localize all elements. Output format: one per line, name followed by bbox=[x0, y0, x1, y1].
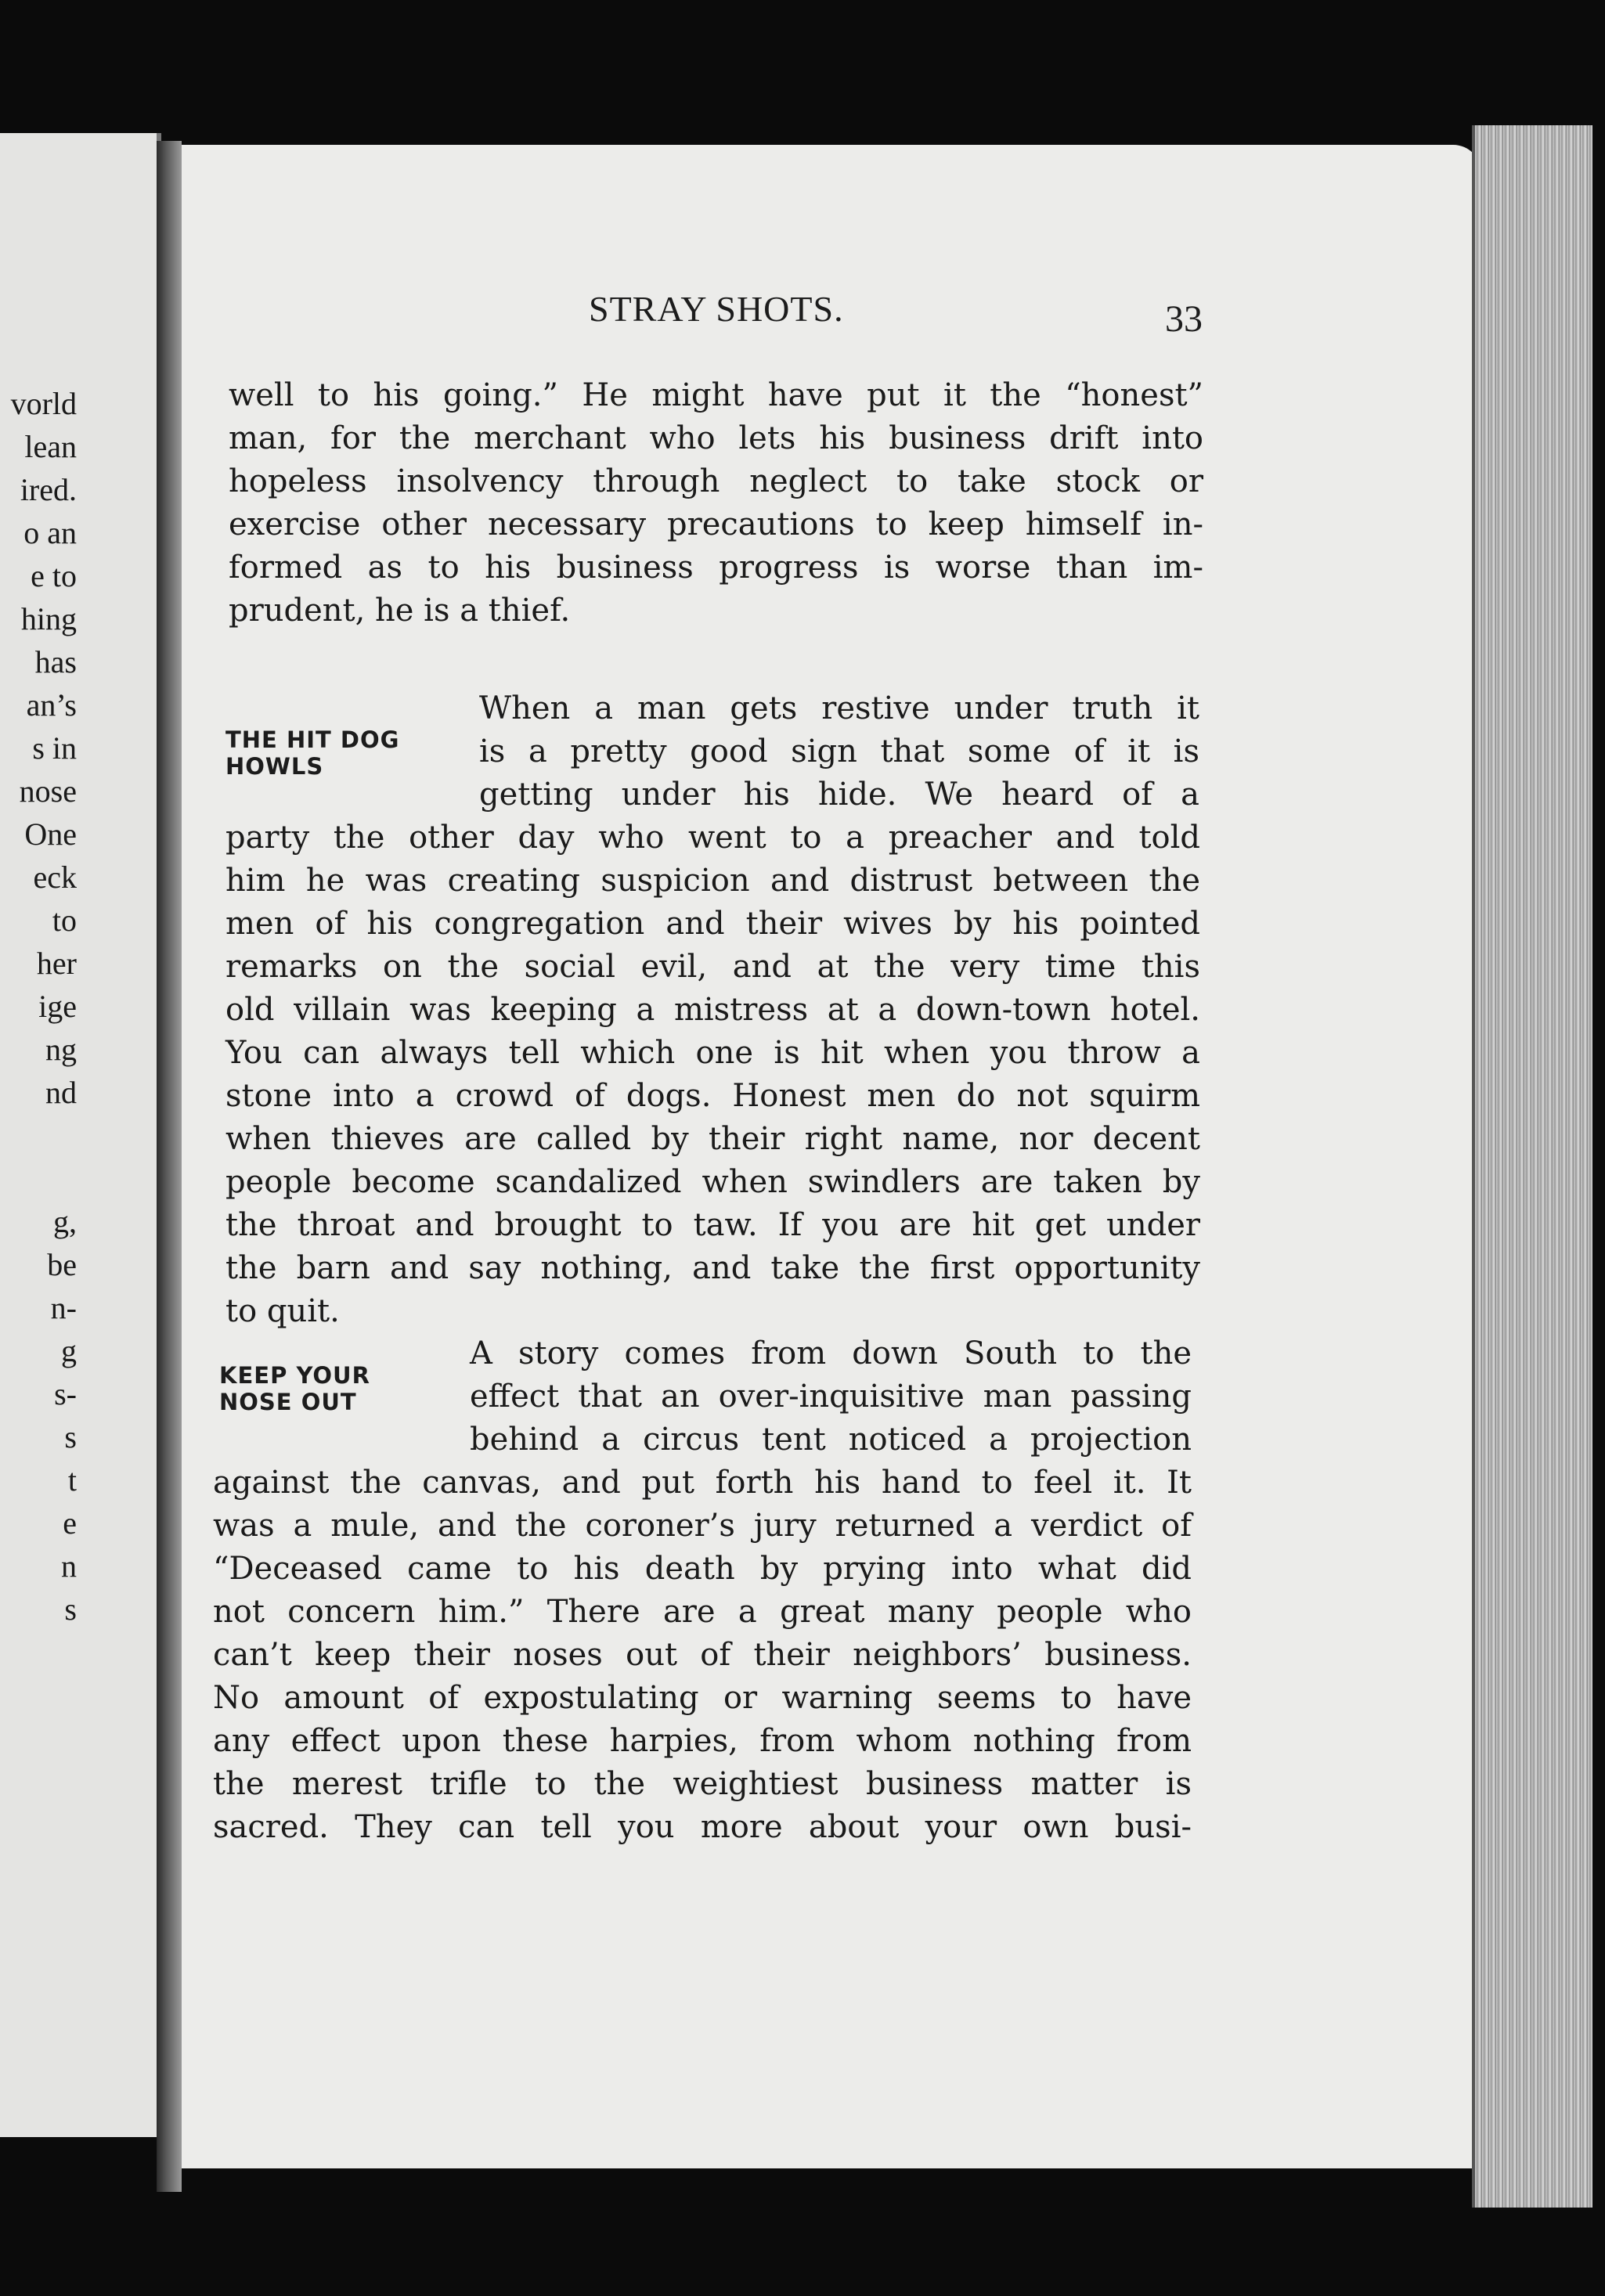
left-page-fragment: g bbox=[61, 1333, 77, 1368]
left-page-fragment: to bbox=[52, 903, 77, 938]
left-page-fragment: hing bbox=[20, 601, 77, 636]
left-page-fragment: s in bbox=[32, 730, 77, 766]
left-page-fragment: nose bbox=[19, 773, 77, 809]
text-line: the throat and brought to taw. If you are hit get under bbox=[225, 1207, 1200, 1243]
running-head: STRAY SHOTS. bbox=[589, 289, 844, 329]
opening-paragraph bbox=[229, 374, 1203, 633]
text-line: was a mule, and the coroner’s jury returned a verdict of bbox=[213, 1508, 1192, 1544]
book-gutter bbox=[157, 141, 182, 2192]
left-page-fragment: e bbox=[63, 1505, 77, 1541]
left-page-fragment: e to bbox=[31, 558, 77, 593]
text-line: stone into a crowd of dogs. Honest men do not squirm bbox=[225, 1078, 1200, 1114]
text-line: him he was creating suspicion and distrust between the bbox=[225, 863, 1200, 899]
text-line: “Deceased came to his death by prying into what did bbox=[213, 1551, 1192, 1587]
left-page-fragment: One bbox=[24, 816, 77, 852]
left-page-fragment: s bbox=[64, 1591, 77, 1627]
text-line: the merest trifle to the weightiest business matter is bbox=[213, 1766, 1192, 1802]
left-page-fragment: g, bbox=[53, 1204, 77, 1239]
left-page-fragment: ng bbox=[45, 1032, 77, 1067]
left-page-fragment: nd bbox=[45, 1075, 77, 1110]
text-line: is a pretty good sign that some of it is bbox=[479, 733, 1199, 770]
hit-dog-paragraph bbox=[225, 816, 1200, 1333]
left-page-fragment: s bbox=[64, 1419, 77, 1454]
left-page-fragment bbox=[0, 1157, 77, 1200]
page-edges bbox=[1472, 125, 1592, 2208]
side-heading-nose-out bbox=[219, 1362, 370, 1415]
text-line: any effect upon these harpies, from whom nothing from bbox=[213, 1723, 1192, 1759]
left-page-fragment: o an bbox=[23, 515, 77, 550]
left-page-fragment bbox=[0, 1114, 77, 1157]
left-page-fragment: ige bbox=[38, 989, 77, 1024]
text-line: remarks on the social evil, and at the very time this bbox=[225, 949, 1200, 985]
text-line: A story comes from down South to the bbox=[470, 1335, 1192, 1371]
left-page-fragment: her bbox=[36, 946, 77, 981]
text-line: man, for the merchant who lets his business drift into bbox=[229, 420, 1203, 456]
text-line: effect that an over-inquisitive man passing bbox=[470, 1379, 1192, 1415]
text-line: You can always tell which one is hit when you throw a bbox=[225, 1035, 1200, 1071]
nose-out-indented-lines bbox=[470, 1332, 1192, 1462]
page-number: 33 bbox=[1165, 298, 1203, 340]
left-page-fragment: be bbox=[47, 1247, 77, 1282]
side-heading-line: HOWLS bbox=[225, 753, 324, 780]
left-page-fragment: vorld bbox=[10, 386, 77, 421]
left-page-fragment: an’s bbox=[26, 687, 77, 723]
side-heading-line: NOSE OUT bbox=[219, 1389, 357, 1415]
side-heading-line: THE HIT DOG bbox=[225, 726, 400, 753]
left-page-fragment: s- bbox=[54, 1376, 77, 1411]
left-page-fragment: n bbox=[61, 1548, 77, 1584]
left-page-fragment: t bbox=[67, 1462, 77, 1498]
text-line: old villain was keeping a mistress at a down-town hotel. bbox=[225, 992, 1200, 1028]
text-line: not concern him.” There are a great many people who bbox=[213, 1594, 1192, 1630]
nose-out-paragraph bbox=[213, 1462, 1192, 1849]
text-line: sacred. They can tell you more about your own busi- bbox=[213, 1809, 1192, 1845]
left-page-fragment: n- bbox=[50, 1290, 77, 1325]
text-line: can’t keep their noses out of their neighbors’ business. bbox=[213, 1637, 1192, 1673]
text-line: party the other day who went to a preacher and told bbox=[225, 820, 1200, 856]
text-line: getting under his hide. We heard of a bbox=[479, 777, 1199, 813]
left-page-fragment: lean bbox=[24, 429, 77, 464]
text-line: exercise other necessary precautions to keep himself in- bbox=[229, 506, 1203, 542]
text-line: well to his going.” He might have put it the “honest” bbox=[229, 377, 1203, 413]
text-line: against the canvas, and put forth his hand to feel it. It bbox=[213, 1465, 1192, 1501]
left-page-fragment: eck bbox=[33, 860, 77, 895]
text-line: people become scandalized when swindlers are taken by bbox=[225, 1164, 1200, 1200]
text-line: prudent, he is a thief. bbox=[229, 593, 571, 629]
side-heading-line: KEEP YOUR bbox=[219, 1362, 370, 1389]
side-heading-hit-dog bbox=[225, 726, 399, 780]
text-line: to quit. bbox=[225, 1293, 340, 1329]
left-page-fragment: has bbox=[34, 644, 77, 679]
text-line: No amount of expostulating or warning seems to have bbox=[213, 1680, 1192, 1716]
text-line: hopeless insolvency through neglect to take stock or bbox=[229, 463, 1203, 499]
left-page-text-fragments bbox=[0, 382, 149, 1631]
hit-dog-indented-lines bbox=[479, 687, 1199, 816]
text-line: formed as to his business progress is worse than im- bbox=[229, 550, 1203, 586]
left-page-fragment: ired. bbox=[20, 472, 77, 507]
text-line: men of his congregation and their wives by his pointed bbox=[225, 906, 1200, 942]
text-line: When a man gets restive under truth it bbox=[479, 690, 1199, 726]
text-line: when thieves are called by their right name, nor decent bbox=[225, 1121, 1200, 1157]
text-line: the barn and say nothing, and take the first opportunity bbox=[225, 1250, 1200, 1286]
text-line: behind a circus tent noticed a projection bbox=[470, 1422, 1192, 1458]
